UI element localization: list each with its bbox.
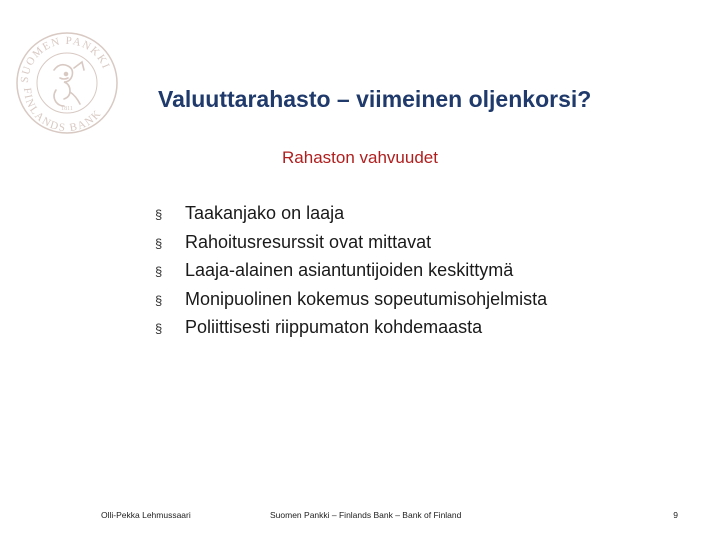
bullet-marker: § (155, 292, 163, 308)
bank-seal-icon (14, 30, 120, 136)
bullet-item (155, 232, 547, 261)
bullet-text: Rahoitusresurssit ovat mittavat (185, 231, 432, 252)
bullet-item (155, 260, 547, 289)
bullet-marker: § (155, 264, 163, 279)
bullet-item (155, 203, 547, 232)
bullet-text: Laaja-alainen asiantuntijoiden keskittymä (185, 260, 514, 280)
bullet-marker: § (155, 321, 163, 336)
page-number: 9 (673, 510, 678, 520)
bullet-marker: § (155, 235, 163, 251)
lion-emblem-icon (54, 62, 84, 106)
seal-text-top: SUOMEN PANKKI (18, 34, 113, 84)
bullet-item (155, 317, 547, 346)
bullet-marker: § (155, 207, 163, 222)
slide-title: Valuuttarahasto – viimeinen oljenkorsi? (158, 86, 592, 112)
footer-organization: Suomen Pankki – Finlands Bank – Bank of Finland (270, 510, 462, 520)
bullet-text: Taakanjako on laaja (185, 203, 345, 223)
slide-subtitle: Rahaston vahvuudet (282, 148, 438, 167)
bullet-list (155, 203, 547, 346)
bullet-item (155, 289, 547, 318)
bullet-text: Poliittisesti riippumaton kohdemaasta (185, 317, 483, 337)
seal-text-bottom: FINLANDS BANK (20, 87, 105, 135)
seal-year: 1811 (61, 106, 73, 112)
bank-seal-logo (14, 30, 120, 136)
footer-author: Olli-Pekka Lehmussaari (101, 510, 191, 520)
bullet-text: Monipuolinen kokemus sopeutumisohjelmista (185, 288, 548, 309)
